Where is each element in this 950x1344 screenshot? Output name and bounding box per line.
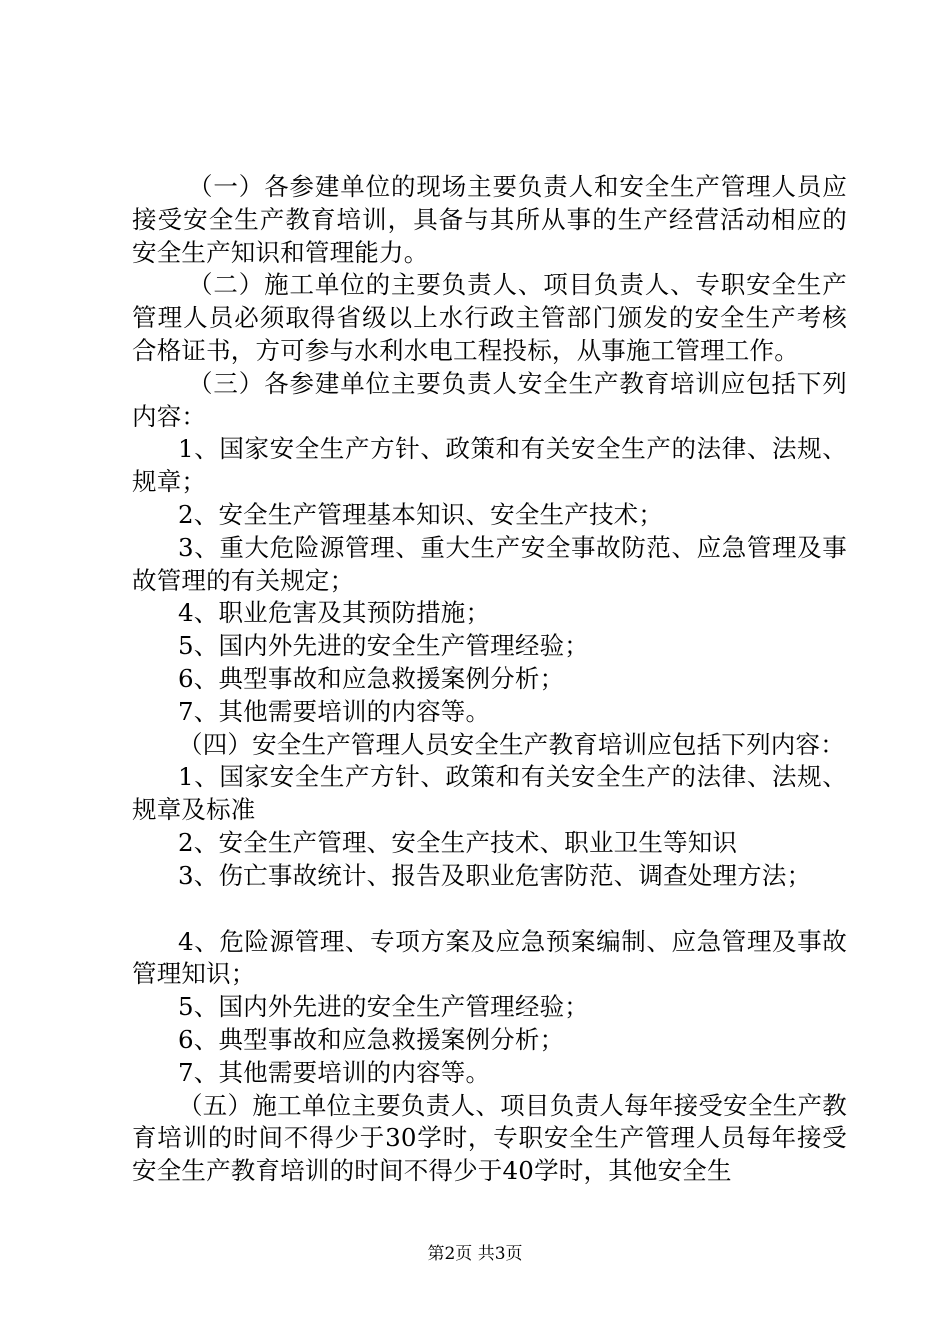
paragraph-1: （一）各参建单位的现场主要负责人和安全生产管理人员应接受安全生产教育培训，具备与其所从事的生产经营活动相应的安全生产知识和管理能力。: [132, 172, 847, 267]
list-item: 1、国家安全生产方针、政策和有关安全生产的法律、法规、规章及标准: [132, 762, 847, 825]
paragraph-3: （三）各参建单位主要负责人安全生产教育培训应包括下列内容：: [132, 368, 847, 431]
page-footer: 第2页 共3页: [427, 1244, 523, 1264]
list-item: 6、典型事故和应急救援案例分析；: [178, 1024, 565, 1054]
list-item: 3、重大危险源管理、重大生产安全事故防范、应急管理及事故管理的有关规定；: [132, 532, 847, 595]
list-item: 4、危险源管理、专项方案及应急预案编制、应急管理及事故管理知识；: [132, 926, 847, 989]
list-item: 2、安全生产管理基本知识、安全生产技术；: [178, 499, 664, 529]
paragraph-5: （五）施工单位主要负责人、项目负责人每年接受安全生产教育培训的时间不得少于30学时，专职安全生产管理人员每年接受安全生产教育培训的时间不得少于40学时，其他安全生: [132, 1090, 847, 1186]
list-item: 6、典型事故和应急救援案例分析；: [178, 663, 565, 693]
paragraph-2: （二）施工单位的主要负责人、项目负责人、专职安全生产管理人员必须取得省级以上水行政主管部门颁发的安全生产考核合格证书，方可参与水利水电工程投标，从事施工管理工作。: [132, 270, 847, 365]
list-item: 4、职业危害及其预防措施；: [178, 598, 491, 628]
list-item: 7、其他需要培训的内容等。: [178, 696, 491, 726]
list-item: 1、国家安全生产方针、政策和有关安全生产的法律、法规、规章；: [132, 434, 847, 497]
list-item: 5、国内外先进的安全生产管理经验；: [178, 992, 589, 1022]
list-item: 3、伤亡事故统计、报告及职业危害防范、调查处理方法；: [178, 860, 812, 890]
list-item: 7、其他需要培训的内容等。: [178, 1057, 491, 1087]
document-body: [132, 171, 847, 1188]
list-item: 5、国内外先进的安全生产管理经验；: [178, 631, 589, 661]
list-item: 2、安全生产管理、安全生产技术、职业卫生等知识: [178, 827, 738, 857]
paragraph-4: （四）安全生产管理人员安全生产教育培训应包括下列内容：: [178, 729, 845, 759]
